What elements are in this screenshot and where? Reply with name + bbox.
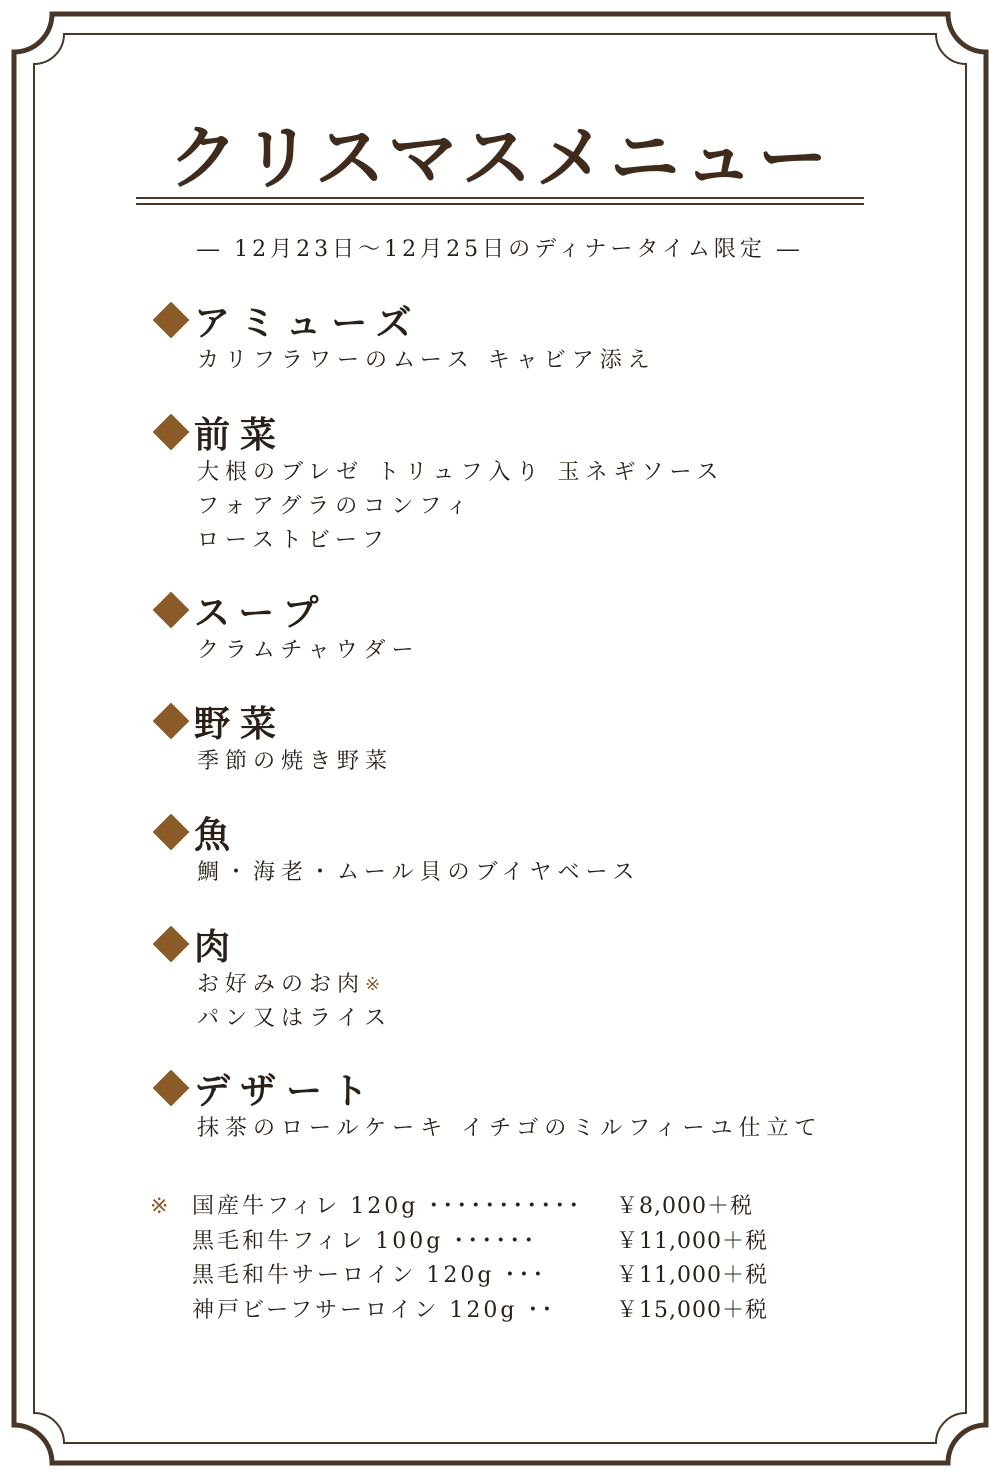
- section-vegetable: [150, 699, 393, 779]
- price-row-value: ￥11,000＋税: [616, 1263, 768, 1288]
- menu-item-text: お好みのお肉: [197, 972, 366, 997]
- price-row: [192, 1259, 806, 1294]
- diamond-icon: [153, 926, 190, 963]
- section-title: デザート: [194, 1069, 379, 1112]
- diamond-icon: [153, 414, 190, 451]
- diamond-icon: [153, 1070, 190, 1107]
- menu-item: パン又はライス: [197, 1006, 393, 1031]
- section-amuse: [150, 298, 656, 378]
- price-row: [192, 1225, 806, 1260]
- diamond-icon: [153, 592, 190, 629]
- menu-item: クラムチャウダー: [197, 638, 420, 663]
- page-title: クリスマスメニュー: [168, 117, 832, 199]
- price-row-label: 黒毛和牛サーロイン 120g ･･･: [192, 1263, 547, 1288]
- menu-item: フォアグラのコンフィ: [197, 494, 474, 519]
- price-row-value: ￥11,000＋税: [616, 1228, 768, 1254]
- date-subtitle: ― 12月23日～12月25日のディナータイム限定 ―: [197, 237, 803, 262]
- price-row-label: 国産牛フィレ 120g ･･･････････: [192, 1194, 583, 1219]
- section-soup: [150, 588, 419, 668]
- section-title: 前菜: [194, 413, 287, 456]
- section-appetizer: [150, 410, 724, 558]
- footnote-mark: ※: [365, 974, 381, 995]
- price-row-value: ￥8,000＋税: [616, 1194, 753, 1219]
- menu-item: 鯛・海老・ムール貝のブイヤベース: [197, 860, 641, 885]
- menu-item: 大根のブレゼ トリュフ入り 玉ネギソース: [197, 460, 725, 485]
- title-divider-top: [136, 197, 864, 199]
- diamond-icon: [153, 302, 190, 339]
- meat-price-note: [150, 1190, 806, 1328]
- section-dessert: [150, 1066, 822, 1146]
- note-mark: ※: [150, 1194, 169, 1219]
- menu-item: 季節の焼き野菜: [197, 749, 394, 774]
- section-fish: [150, 810, 640, 890]
- section-title: スープ: [194, 591, 329, 634]
- diamond-icon: [153, 814, 190, 851]
- price-row-label: 黒毛和牛フィレ 100g ･･････: [192, 1228, 538, 1254]
- section-title: 肉: [194, 925, 241, 968]
- price-row: [192, 1294, 806, 1329]
- price-row: [192, 1190, 806, 1225]
- section-title: 魚: [194, 813, 241, 856]
- section-title: アミューズ: [194, 301, 422, 344]
- title-divider-bottom: [136, 203, 864, 205]
- diamond-icon: [153, 703, 190, 740]
- menu-item: [197, 968, 392, 1002]
- price-row-label: 神戸ビーフサーロイン 120g ･･: [192, 1297, 556, 1323]
- menu-item: 抹茶のロールケーキ イチゴのミルフィーユ仕立て: [197, 1116, 823, 1141]
- section-title: 野菜: [194, 702, 287, 745]
- section-meat: [150, 922, 392, 1036]
- menu-item: カリフラワーのムース キャビア添え: [197, 348, 656, 373]
- menu-item: ローストビーフ: [197, 528, 390, 553]
- price-row-value: ￥15,000＋税: [616, 1297, 768, 1323]
